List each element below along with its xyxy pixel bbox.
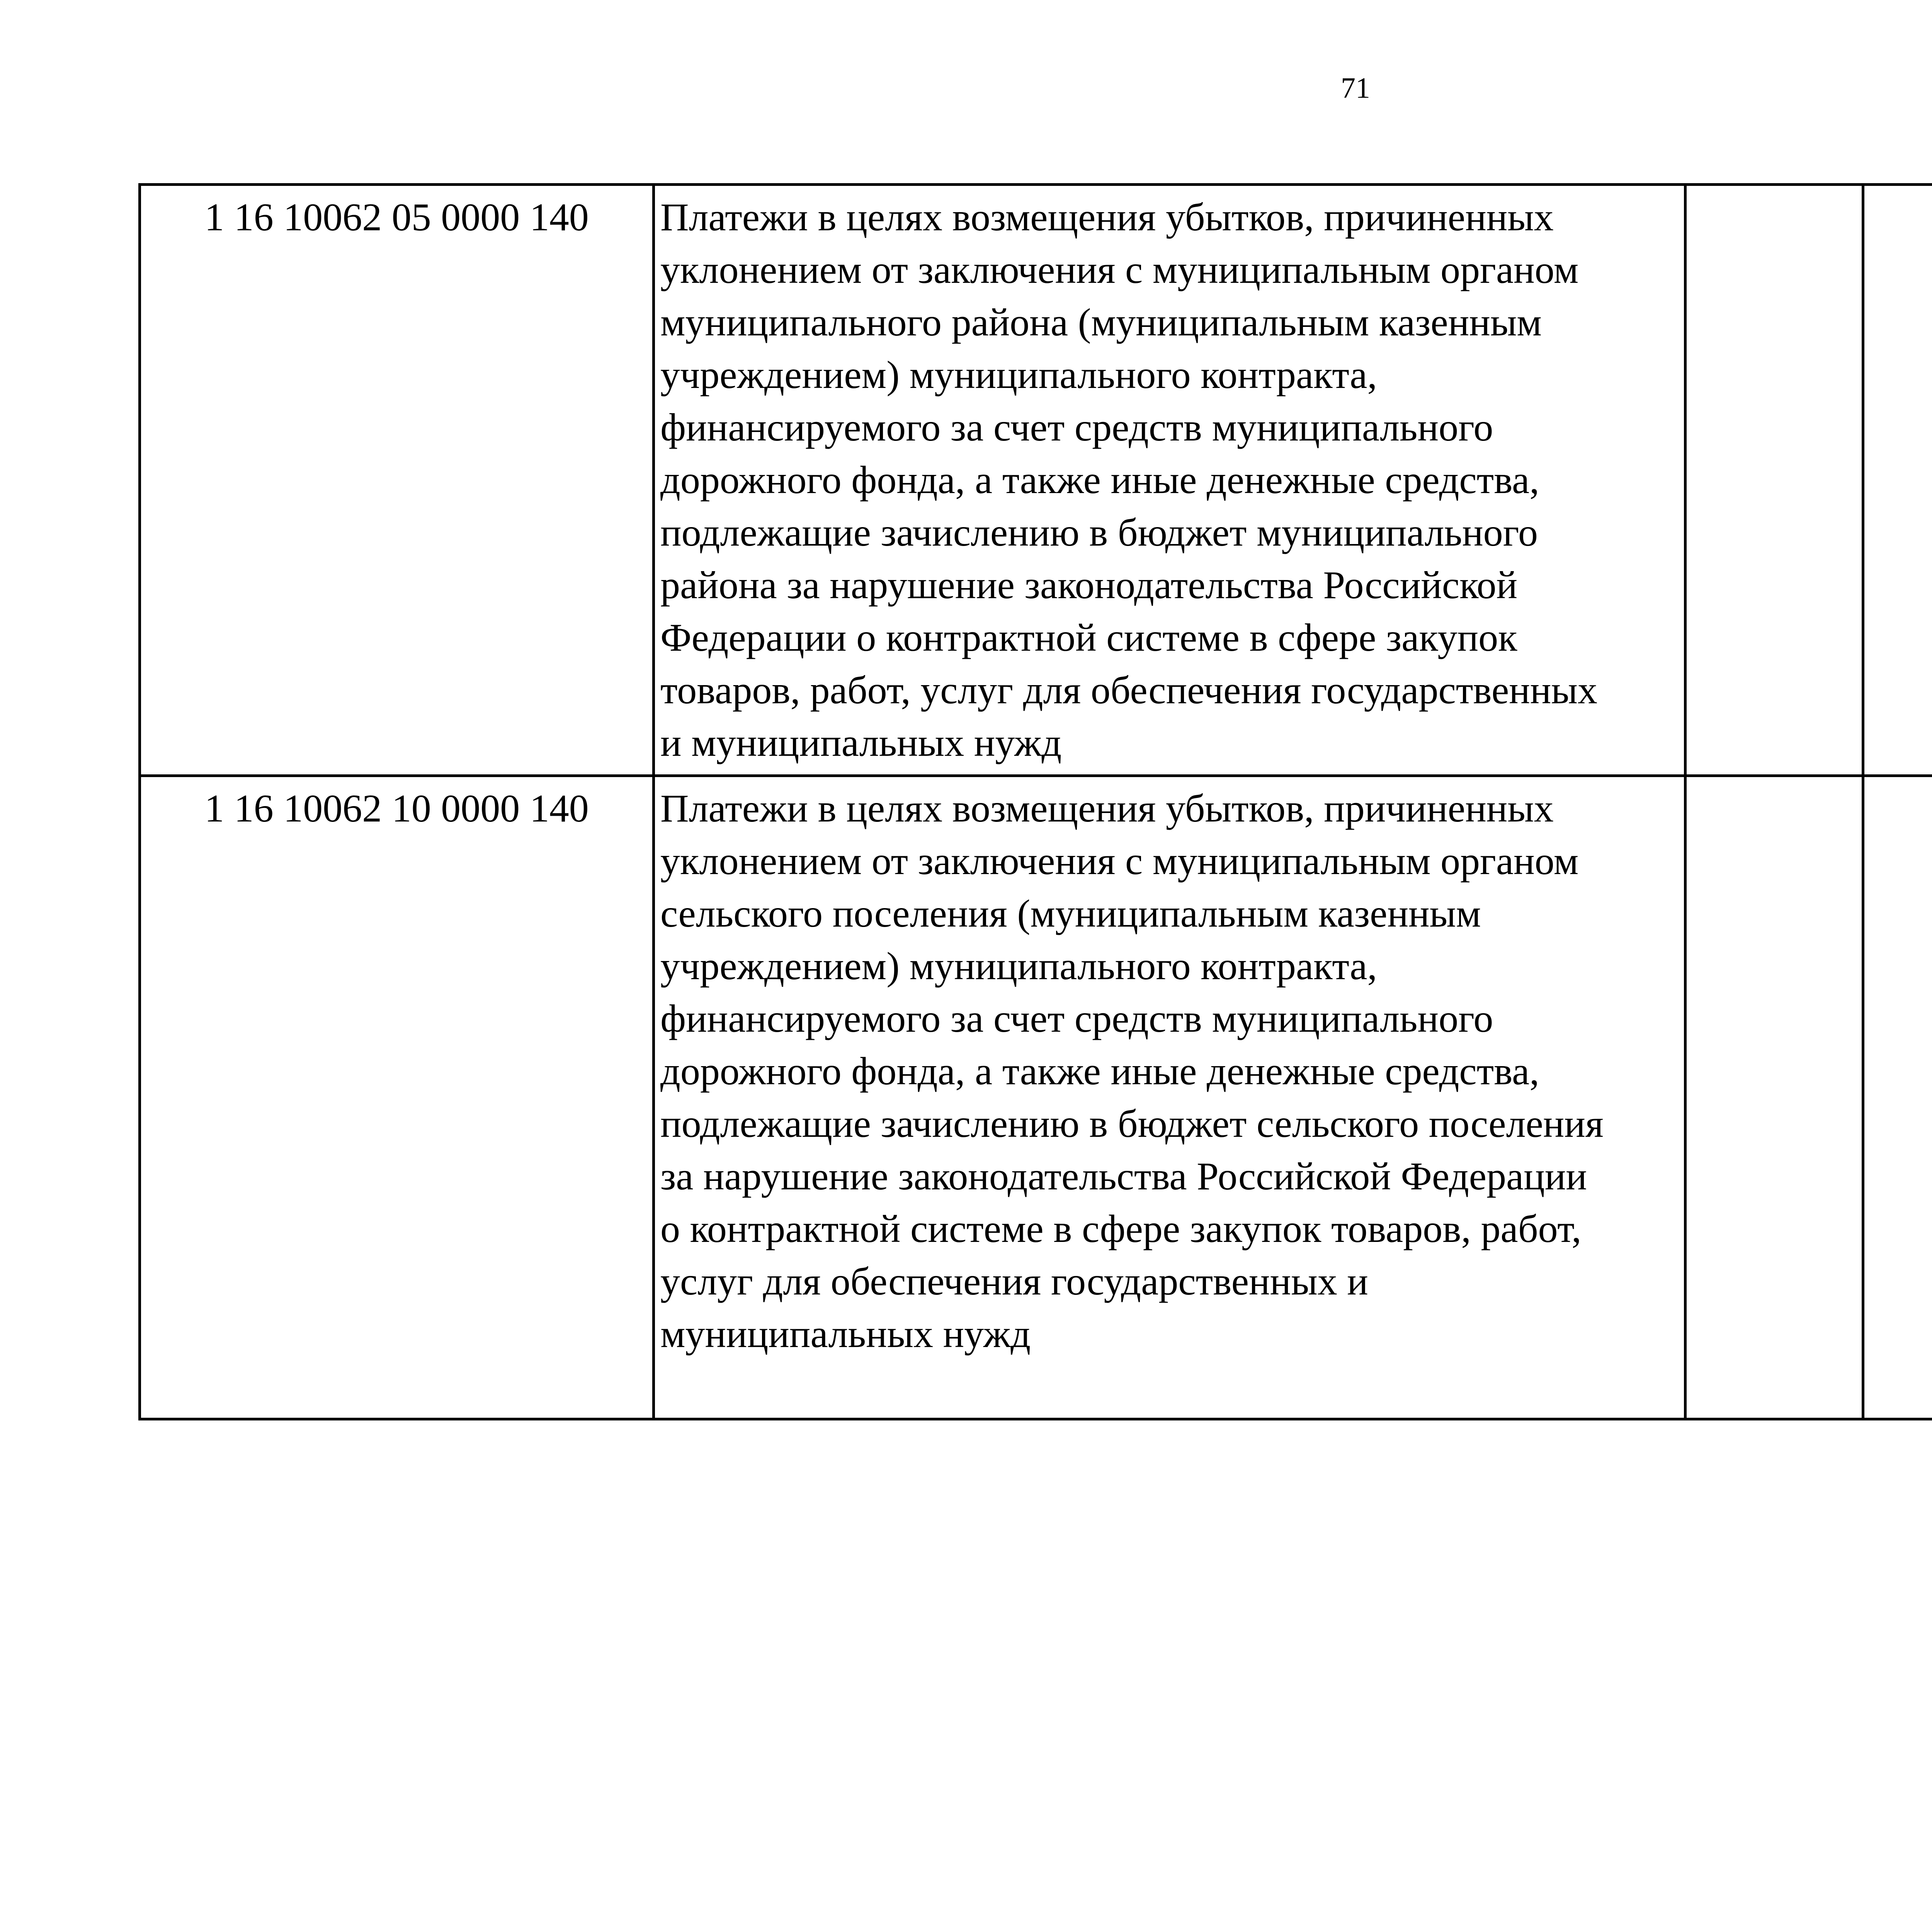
table-row xyxy=(140,776,1932,1419)
name-line: уклонением от заключения с муниципальным органом xyxy=(660,248,1579,292)
name-line: дорожного фонда, а также иные денежные средства, xyxy=(660,458,1539,502)
name-line: муниципальных нужд xyxy=(660,1312,1031,1356)
value-cell-col3 xyxy=(1685,185,1863,776)
name-line: и муниципальных нужд xyxy=(660,721,1062,765)
name-line: муниципального района (муниципальным казенным xyxy=(660,301,1542,344)
name-line: финансируемого за счет средств муниципального xyxy=(660,406,1493,449)
name-line: района за нарушение законодательства Российской xyxy=(660,563,1518,607)
name-line: Платежи в целях возмещения убытков, причиненных xyxy=(660,196,1554,239)
name-line: подлежащие зачислению в бюджет сельского поселения xyxy=(660,1102,1604,1146)
name-line: учреждением) муниципального контракта, xyxy=(660,944,1377,988)
page-number: 71 xyxy=(1341,72,1370,104)
name-line: финансируемого за счет средств муниципального xyxy=(660,997,1493,1041)
value-cell-col3 xyxy=(1685,776,1863,1419)
name-line: подлежащие зачислению в бюджет муниципального xyxy=(660,511,1538,555)
name-line: учреждением) муниципального контракта, xyxy=(660,353,1377,397)
revenue-name-cell xyxy=(654,185,1685,776)
name-line: Платежи в целях возмещения убытков, причиненных xyxy=(660,787,1554,830)
name-line: уклонением от заключения с муниципальным органом xyxy=(660,839,1579,883)
table-row xyxy=(140,185,1932,776)
value-cell-col4 xyxy=(1863,776,1932,1419)
name-line: услуг для обеспечения государственных и xyxy=(660,1260,1368,1303)
classification-code-cell: 1 16 10062 10 0000 140 xyxy=(140,776,654,1419)
name-line: за нарушение законодательства Российской Федерации xyxy=(660,1155,1587,1198)
name-line: о контрактной системе в сфере закупок товаров, работ, xyxy=(660,1207,1582,1251)
value-cell-col4 xyxy=(1863,185,1932,776)
budget-classification-table xyxy=(138,183,1932,1420)
name-line: Федерации о контрактной системе в сфере закупок xyxy=(660,616,1517,660)
name-line: сельского поселения (муниципальным казенным xyxy=(660,892,1481,936)
name-line: дорожного фонда, а также иные денежные средства, xyxy=(660,1050,1539,1093)
classification-code-cell: 1 16 10062 05 0000 140 xyxy=(140,185,654,776)
name-line: товаров, работ, услуг для обеспечения государственных xyxy=(660,668,1597,712)
revenue-name-cell xyxy=(654,776,1685,1419)
